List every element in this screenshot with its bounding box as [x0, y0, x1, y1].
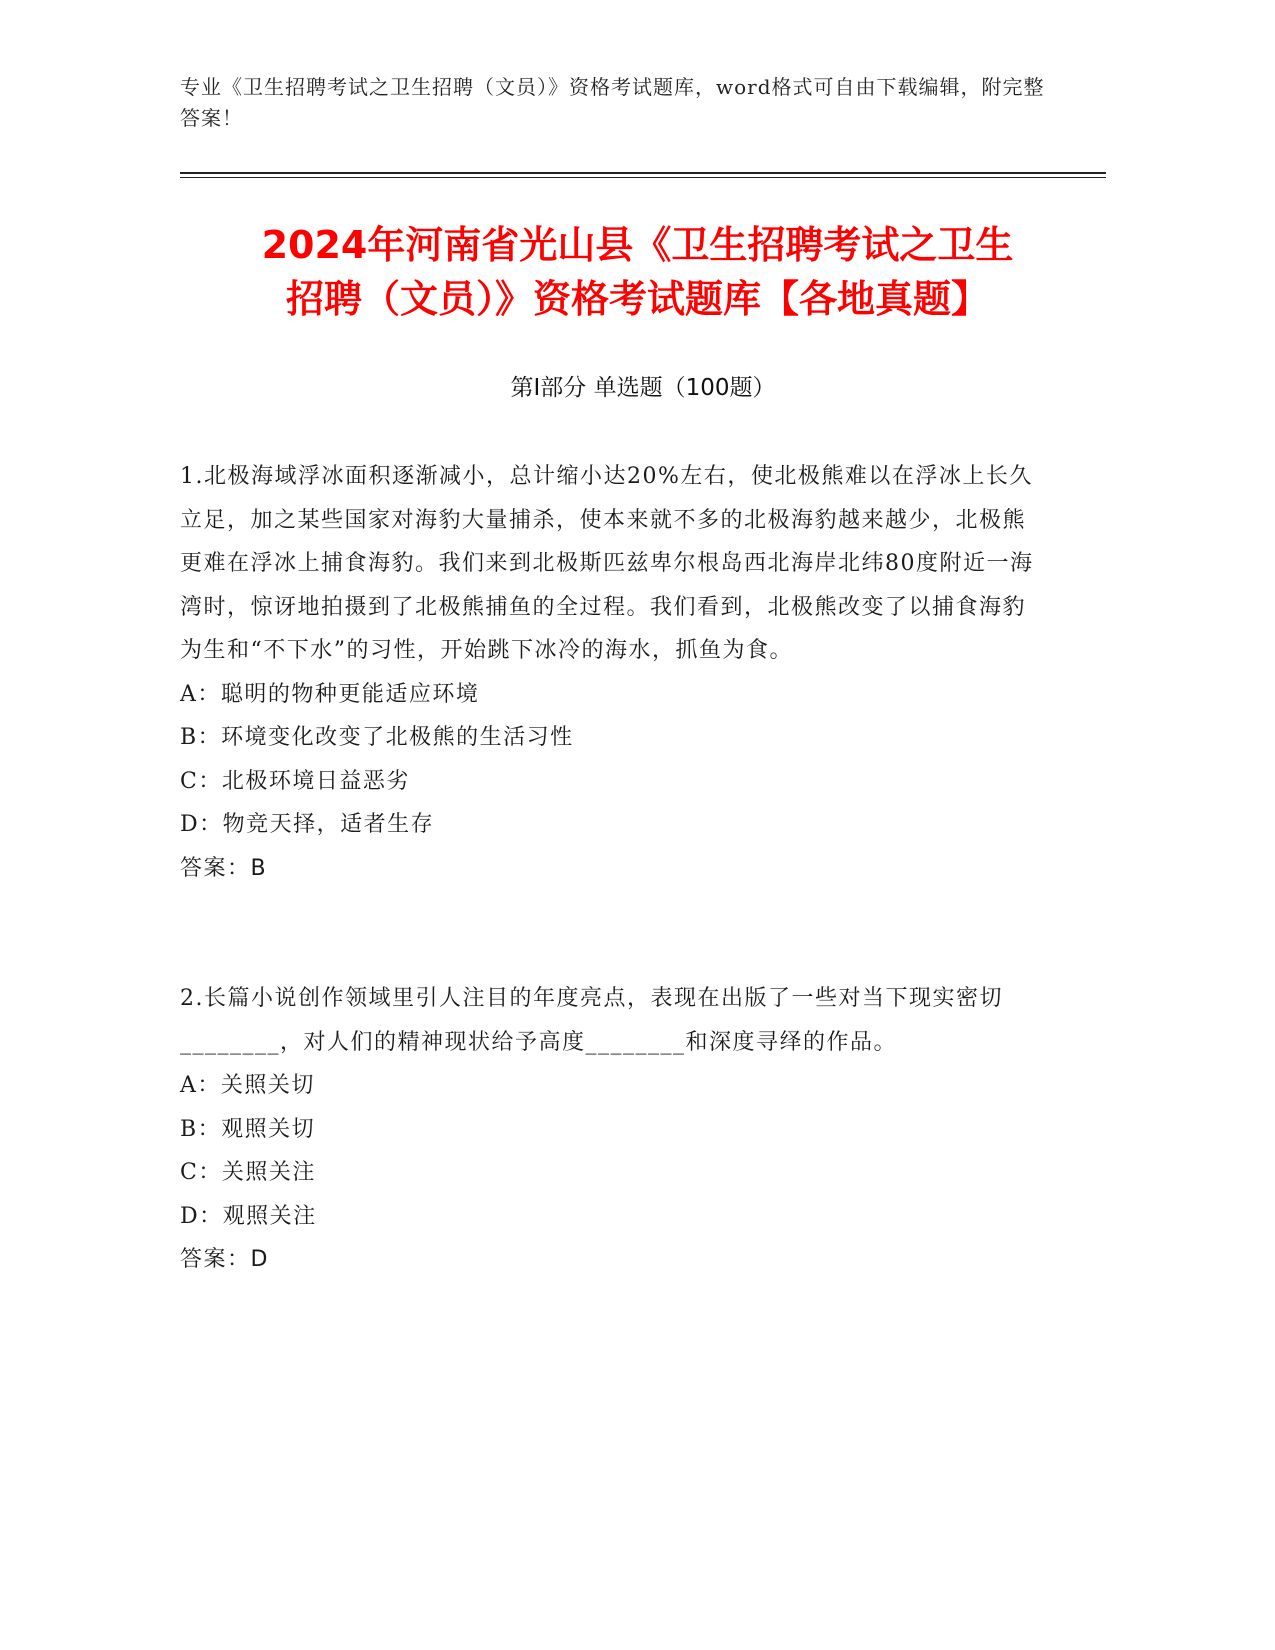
option-b: B：环境变化改变了北极熊的生活习性: [180, 725, 574, 750]
document-title-line-1: 2024年河南省光山县《卫生招聘考试之卫生: [261, 223, 1014, 267]
option-d: D：物竞天择，适者生存: [180, 812, 435, 837]
header-note: 专业《卫生招聘考试之卫生招聘（文员）》资格考试题库，word格式可自由下载编辑，附完整答案！: [180, 75, 1045, 130]
option-c: C：关照关注: [180, 1160, 316, 1185]
option-a: A：聪明的物种更能适应环境: [180, 681, 480, 707]
document-title: [150, 218, 1125, 326]
question-1: [180, 455, 1040, 890]
question-stem: 2.长篇小说创作领域里引人注目的年度亮点，表现在出版了一些对当下现实密切________，对人们的精神现状给予高度________和深度寻绎的作品。: [180, 986, 1003, 1055]
option-b: B：观照关切: [180, 1116, 316, 1142]
header-divider-thin: [180, 177, 1106, 178]
question-stem: 1.北极海域浮冰面积逐渐减小，总计缩小达20%左右，使北极熊难以在浮冰上长久立足，加之某些国家对海豹大量捕杀，使本来就不多的北极海豹越来越少，北极熊更难在浮冰上捕食海豹。我们来到北极斯匹兹卑尔根岛西北海岸北纬80度附近一海湾时，惊讶地拍摄到了北极熊捕鱼的全过程。我们看到，北极熊改变了以捕食海豹为生和“不下水”的习性，开始跳下冰冷的海水，抓鱼为食。: [180, 464, 1034, 663]
question-2: [180, 977, 1040, 1282]
answer: 答案：D: [180, 1247, 269, 1272]
option-d: D：观照关注: [180, 1203, 317, 1229]
document-title-line-2: 招聘（文员）》资格考试题库【各地真题】: [285, 277, 989, 321]
answer: 答案：B: [180, 855, 268, 881]
option-a: A：关照关切: [180, 1073, 315, 1098]
header-divider-thick: [180, 172, 1106, 174]
option-c: C：北极环境日益恶劣: [180, 768, 410, 794]
section-heading: 第Ⅰ部分 单选题（100题）: [510, 375, 776, 401]
